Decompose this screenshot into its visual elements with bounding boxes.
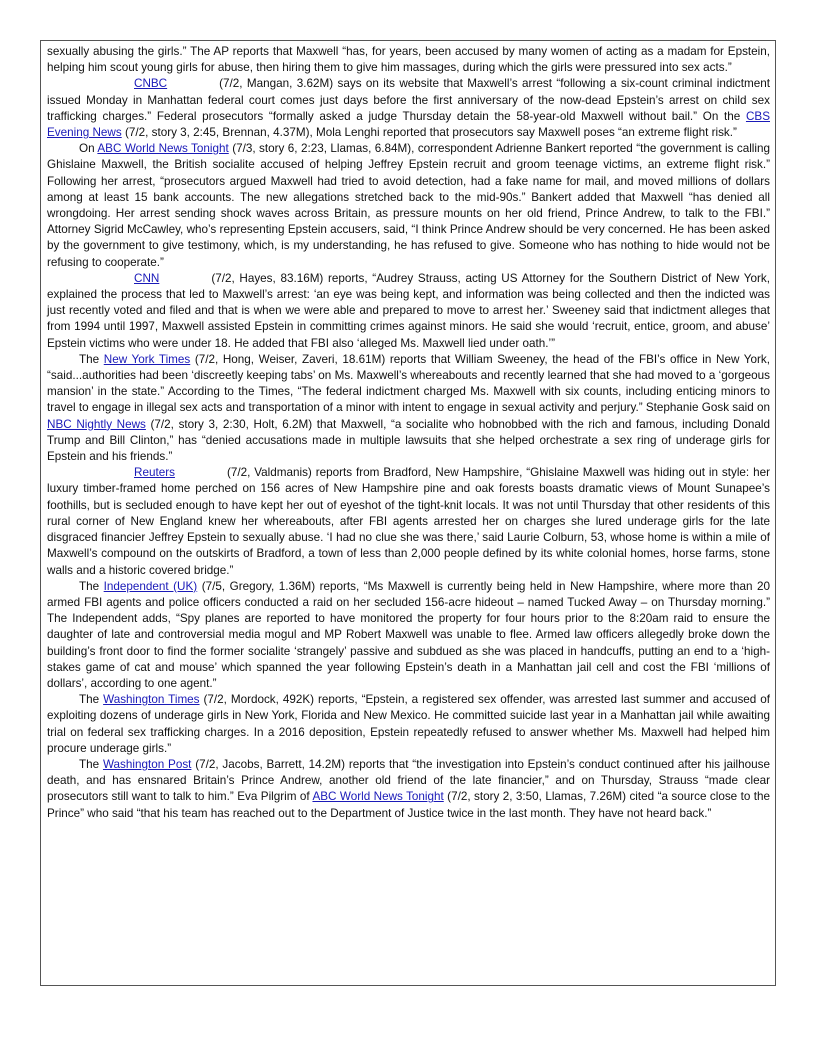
paragraph-text: (7/2, story 3, 2:30, Holt, 6.2M) that Maxwell, “a socialite who hobnobbed with the rich and famous, including Donald Trump and Bill Clinton,” has “denied accusations made in multiple lawsuits that she helped orchestrate a sex ring of underage girls for Epstein and his friends.” bbox=[47, 417, 770, 464]
source-link[interactable]: ABC World News Tonight bbox=[97, 142, 229, 156]
paragraph-text: (7/2, Jacobs, Barrett, 14.2M) reports that “the investigation into Epstein’s conduct continued after his jailhouse death, and has ensnared Britain’s Prince Andrew, another old friend of the late financier,” and on Thursday, Strauss “made clear prosecutors still want to talk to him.” Eva Pilgrim of bbox=[47, 757, 770, 804]
paragraph-text: (7/2, Valdmanis) reports from Bradford, New Hampshire, “Ghislaine Maxwell was hiding out in style: her luxury timber-framed home perched on 156 acres of New Hampshire pine and oak forests boasts dramatic views of Mount Sunapee’s foothills, but is secluded enough to have kept her out of eyeshot of the tight-knit locals. It was not until Thursday that other residents of this rural corner of New England knew her whereabouts, after FBI agents arrested her on charges she lured underage girls for the late disgraced financier Jeffrey Epstein to sexually abuse. ‘I had no clue she was there,’ said Laurie Colburn, 53, whose home is within a mile of Maxwell’s compound on the outskirts of Bradford, a town of less than 2,000 people defined by its white colonial homes, horse farms, stone walls and a historic covered bridge.” bbox=[47, 466, 770, 577]
news-clippings-body bbox=[47, 44, 770, 822]
paragraph-text: (7/2, story 3, 2:45, Brennan, 4.37M), Mola Lenghi reported that prosecutors say Maxwell poses “an extreme flight risk.” bbox=[121, 126, 737, 140]
article-paragraph bbox=[47, 579, 770, 692]
article-paragraph bbox=[47, 271, 770, 352]
paragraph-text: (7/2, Hong, Weiser, Zaveri, 18.61M) reports that William Sweeney, the head of the FBI’s office in New York, “said...authorities had been ‘discreetly keeping tabs’ on Ms. Maxwell’s whereabouts and recently learned that she had moved to a ‘gorgeous mansion’ in the state.” According to the Times, “The federal indictment charged Ms. Maxwell with six counts, including enticing minors to travel to engage in illegal sex acts and transportation of a minor with intent to engage in sexual activity and perjury.” Stephanie Gosk said on bbox=[47, 352, 770, 415]
paragraph-text: The bbox=[79, 693, 104, 707]
paragraph-text: (7/2, Mangan, 3.62M) says on its website that Maxwell’s arrest “following a six-count criminal indictment issued Monday in Manhattan federal court comes just days before the first anniversary of the now-dead Epstein’s arrest on child sex trafficking charges.” Federal prosecutors “formally asked a judge Thursday detain the 58-year-old Maxwell without bail.” On the bbox=[47, 77, 770, 123]
paragraph-text: The bbox=[79, 352, 104, 366]
article-paragraph bbox=[47, 465, 770, 578]
paragraph-text: The bbox=[79, 579, 104, 593]
article-paragraph bbox=[47, 692, 770, 757]
paragraph-text: (7/2, Hayes, 83.16M) reports, “Audrey Strauss, acting US Attorney for the Southern District of New York, explained the process that led to Maxwell’s arrest: ‘an eye was being kept, and information was being collected and then the indicted was just recently voted and filed and that is when we were able and prepared to move to arrest her.’ Sweeney said that indictment alleges that from 1994 until 1997, Maxwell assisted Epstein in committing crimes against minors. He said she would ‘recruit, entice, groom, and abuse’ Epstein victims who were under 18. He added that FBI also ‘alleged Ms. Maxwell lied under oath.’” bbox=[47, 271, 770, 350]
paragraph-text: (7/2, Mordock, 492K) reports, “Epstein, a registered sex offender, was arrested last summer and accused of exploiting dozens of underage girls in New York, Florida and New Mexico. He committed suicide last year in a Manhattan jail while awaiting trial on federal sex trafficking charges. In a 2016 deposition, Epstein repeatedly refused to answer whether Ms. Maxwell had helped him procure underage girls.” bbox=[47, 693, 771, 755]
article-paragraph bbox=[47, 44, 770, 76]
paragraph-text: (7/2, story 2, 3:50, Llamas, 7.26M) cited “a source close to the Prince” who said “that his team has reached out to the Department of Justice twice in the last month. They have not heard back.” bbox=[47, 790, 771, 820]
source-link[interactable]: ABC World News Tonight bbox=[312, 790, 444, 804]
article-paragraph bbox=[47, 757, 770, 822]
source-link[interactable]: Reuters bbox=[134, 466, 175, 480]
source-link[interactable]: Independent (UK) bbox=[103, 579, 198, 593]
article-paragraph bbox=[47, 352, 770, 465]
source-link[interactable]: CNBC bbox=[134, 77, 168, 91]
paragraph-text: (7/3, story 6, 2:23, Llamas, 6.84M), correspondent Adrienne Bankert reported “the government is calling Ghislaine Maxwell, the British socialite accused of helping Jeffrey Epstein recruit and groom teenage victims, an extreme flight risk.” Following her arrest, “prosecutors argued Maxwell had tried to avoid detection, had a fake name for mail, and moved millions of dollars among at least 15 bank accounts. The new allegations stretched back to the mid-90s.” Bankert added that Maxwell “has denied all wrongdoing. Her arrest sending shock waves across Britain, as pressure mounts on her old friend, Prince Andrew, to talk to the FBI.” Attorney Sigrid McCawley, who’s representing Epstein accusers, said, “I think Prince Andrew should be very concerned. He has been asked by the government to give testimony, which, is my understanding, he has refused to give. Someone who has nothing to hide would not be refusing to cooperate.” bbox=[47, 142, 770, 269]
source-link[interactable]: NBC Nightly News bbox=[47, 417, 146, 431]
source-link[interactable]: Washington Times bbox=[103, 693, 200, 707]
source-link[interactable]: CBS Evening News bbox=[47, 109, 770, 140]
paragraph-text: (7/5, Gregory, 1.36M) reports, “Ms Maxwell is currently being held in New Hampshire, where more than 20 armed FBI agents and police officers conducted a raid on her secluded 156-acre hideout – named Tucked Away – on Thursday morning.” The Independent adds, “Spy planes are reported to have monitored the property for four hours prior to the 8:20am raid to ensure the daughter of late and controversial media mogul and MP Robert Maxwell was unable to flee. Armed law officers allegedly broke down the building’s front door to find the former socialite ‘strangely’ passive and subdued as she was placed in handcuffs, putting an end to a ‘high-stakes game of cat and mouse’ which spanned the year following Epstein’s death in a Manhattan jail cell and cost the FBI ‘millions of dollars’, according to one agent.” bbox=[47, 579, 770, 690]
source-link[interactable]: CNN bbox=[134, 271, 160, 285]
source-link[interactable]: Washington Post bbox=[102, 757, 192, 771]
paragraph-text: On bbox=[79, 142, 98, 156]
paragraph-text: sexually abusing the girls.” The AP reports that Maxwell “has, for years, been accused by many women of acting as a madam for Epstein, helping him scout young girls for abuse, then hiring them to give him massages, during which the girls were pressured into sex acts.” bbox=[47, 45, 770, 75]
paragraph-text: The bbox=[79, 757, 103, 771]
article-paragraph bbox=[47, 76, 770, 141]
article-paragraph bbox=[47, 141, 770, 271]
source-link[interactable]: New York Times bbox=[103, 352, 191, 366]
